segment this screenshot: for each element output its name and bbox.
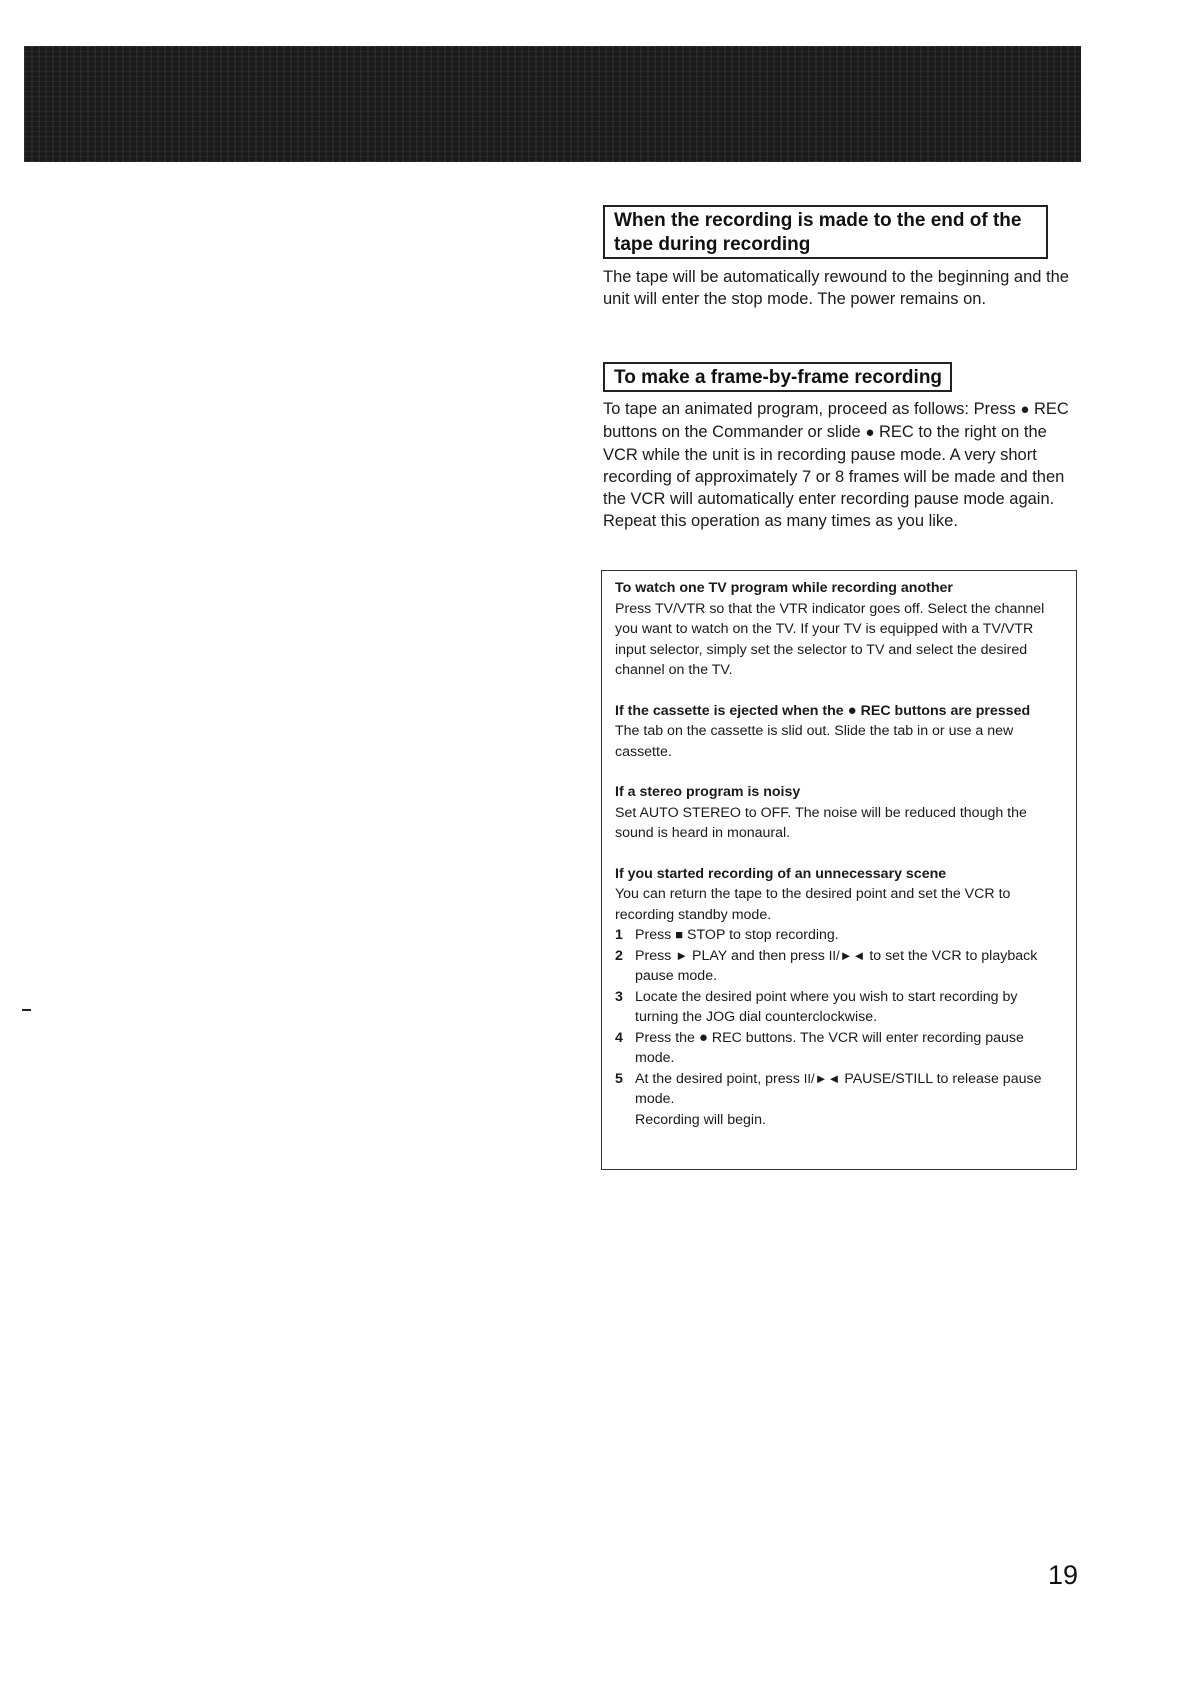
step-text-part: STOP to stop recording. [687,927,839,943]
note-title-part: If the cassette is ejected when the [615,702,844,719]
step-text-part: At the desired point, press [635,1070,800,1087]
step-number: 2 [615,947,623,964]
note-watch-tv [615,578,1063,681]
note-body: Press TV/VTR so that the VTR indicator goes off. Select the channel you want to watch on the TV. If your TV is equipped with a TV/VTR input selector, simply set the selector to TV and select the desired channel on the TV. [615,600,1045,678]
section-frame-by-frame-heading [603,362,1081,392]
note-stereo-noisy [615,782,1063,844]
pause-still-icon: II/►◄ [828,947,866,963]
note-title: If you started recording of an unnecessary scene [615,865,947,882]
step-text [635,1069,1063,1131]
stop-icon: ■ [675,927,684,942]
frame-rec-buttons: REC buttons on the Commander or slide [603,400,1069,441]
list-item [615,946,1063,987]
steps-list [615,925,1063,1130]
rec-dot-icon: ● [847,701,857,719]
step-number: 4 [615,1029,623,1046]
note-cassette-ejected [615,701,1063,763]
list-item [615,987,1063,1028]
step-text: Locate the desired point where you wish to start recording by turning the JOG dial counterclockwise. [635,988,1018,1025]
rec-dot-icon: ● [865,424,875,441]
step-text [635,1028,1063,1069]
note-title-part: REC buttons are pressed [860,702,1031,719]
rec-dot-icon: ● [698,1028,708,1046]
list-item [615,1028,1063,1069]
note-title: If a stereo program is noisy [615,784,801,800]
note-body: The tab on the cassette is slid out. Slide the tab in or use a new cassette. [615,723,1014,760]
step-text-part: Press [635,927,672,943]
section-end-of-tape-body [603,266,1081,310]
pause-still-icon: II/►◄ [803,1070,841,1086]
page-number: 19 [1048,1560,1079,1590]
step-number: 3 [615,988,623,1005]
rec-dot-icon: ● [1020,401,1030,418]
margin-mark [22,1009,31,1011]
section-frame-by-frame-body [603,398,1081,532]
header-band [24,46,1081,162]
step-text-part: PAUSE/STILL to release pause mode. [635,1070,1042,1107]
note-body: Set AUTO STEREO to OFF. The noise will be reduced though the sound is heard in monaural. [615,804,1027,841]
paragraph-frame-by-frame [603,398,1081,532]
note-unnecessary-scene [615,864,1063,1131]
frame-press: Press [973,400,1016,418]
step-text [635,925,839,946]
step-text [635,946,1063,987]
play-icon: ► [675,947,689,963]
step-text-part: PLAY and then press [692,947,825,964]
note-title: To watch one TV program while recording another [615,580,953,596]
heading-frame-by-frame: To make a frame-by-frame recording [603,362,952,392]
frame-rec-slide: REC to the right on the VCR while the unit is in recording pause mode. A very short recording of approximately 7 or 8 frames will be made and then the VCR will automatically enter recording pause mode again. Repeat this operation as many times as you like. [603,423,1065,530]
step-text-part: Press [635,947,672,964]
paragraph-end-of-tape: The tape will be automatically rewound to the beginning and the unit will enter the stop mode. The power remains on. [603,268,1069,308]
step-text-part: REC buttons. The VCR will enter recording pause mode. [635,1029,1024,1066]
step-text-part: Press the [635,1029,695,1046]
frame-intro: To tape an animated program, proceed as follows: [603,400,969,418]
section-end-of-tape-heading [603,205,1048,259]
notes-box [601,570,1077,1170]
step-text-part: to set the VCR to playback pause mode. [635,947,1038,984]
step-number: 1 [615,927,623,943]
step-text-part: Recording will begin. [635,1111,766,1128]
note-body: You can return the tape to the desired point and set the VCR to recording standby mode. [615,886,1011,923]
step-number: 5 [615,1070,623,1087]
note-title [615,701,1063,722]
list-item [615,925,1063,946]
heading-end-of-tape: When the recording is made to the end of the tape during recording [603,205,1048,259]
list-item [615,1069,1063,1131]
